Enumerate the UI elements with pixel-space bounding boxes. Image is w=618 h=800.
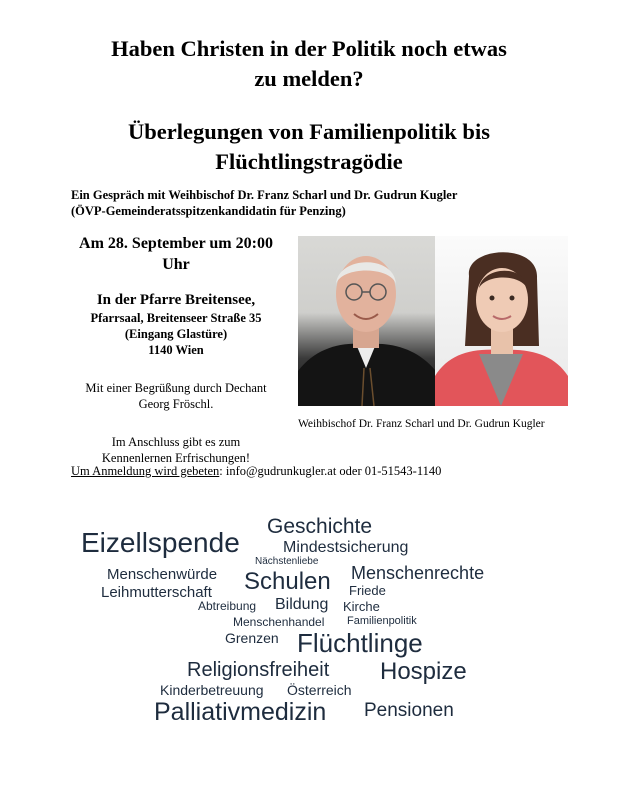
word-mindestsicherung: Mindestsicherung: [283, 539, 409, 556]
word-menschenwuerde: Menschenwürde: [107, 566, 218, 583]
subheadline-line-2: Flüchtlingstragödie: [215, 149, 403, 174]
headline-line-2: zu melden?: [254, 66, 364, 91]
word-menschenhandel: Menschenhandel: [233, 615, 325, 629]
event-details: [56, 233, 296, 466]
event-refreshments: [56, 434, 296, 466]
portrait-man-icon: [298, 236, 435, 406]
word-fluechtlinge: Flüchtlinge: [297, 628, 423, 658]
word-menschenrechte: Menschenrechte: [351, 563, 485, 583]
word-cloud: [0, 500, 618, 750]
word-eizellspende: Eizellspende: [81, 527, 240, 558]
event-refreshments-line-2: Kennenlernen Erfrischungen!: [101, 451, 251, 465]
event-address-line-3: 1140 Wien: [148, 343, 204, 357]
registration-note: [71, 463, 591, 479]
registration-label: Um Anmeldung wird gebeten: [71, 464, 220, 478]
conversation-line-2: (ÖVP-Gemeinderatsspitzenkandidatin für Penzing): [71, 204, 346, 218]
photo-bishop-scharl: [298, 236, 435, 406]
word-naechstenliebe: Nächstenliebe: [255, 556, 319, 567]
event-refreshments-line-1: Im Anschluss gibt es zum: [111, 435, 241, 449]
event-greeting-line-2: Georg Fröschl.: [138, 397, 214, 411]
headline-line-1: Haben Christen in der Politik noch etwas: [111, 36, 507, 61]
event-address-line-2: (Eingang Glastüre): [124, 327, 228, 341]
headline: [40, 34, 578, 94]
event-parish: In der Pfarre Breitensee,: [96, 292, 256, 308]
event-datetime-line-2: Uhr: [162, 256, 190, 273]
conversation-line-1: Ein Gespräch mit Weihbischof Dr. Franz Scharl und Dr. Gudrun Kugler: [71, 188, 458, 202]
word-kinderbetreuung: Kinderbetreuung: [160, 682, 264, 698]
word-kirche: Kirche: [343, 599, 380, 614]
word-familienpolitik: Familienpolitik: [347, 615, 417, 627]
event-datetime: [56, 233, 296, 275]
subheadline: [40, 117, 578, 177]
word-bildung: Bildung: [275, 596, 329, 613]
event-greeting: [56, 380, 296, 412]
word-hospize: Hospize: [380, 658, 467, 685]
word-schulen: Schulen: [244, 568, 331, 595]
word-oesterreich: Österreich: [287, 682, 352, 698]
word-leihmutterschaft: Leihmutterschaft: [101, 584, 212, 601]
word-grenzen: Grenzen: [225, 630, 279, 646]
event-greeting-line-1: Mit einer Begrüßung durch Dechant: [85, 381, 267, 395]
word-geschichte: Geschichte: [267, 515, 373, 538]
word-religionsfreiheit: Religionsfreiheit: [187, 659, 330, 681]
portrait-woman-icon: [435, 236, 568, 406]
photo-gudrun-kugler: [435, 236, 568, 406]
word-abtreibung: Abtreibung: [198, 599, 257, 613]
conversation-info: [71, 187, 591, 219]
photo-caption: Weihbischof Dr. Franz Scharl und Dr. Gudrun Kugler: [298, 418, 545, 430]
event-address-line-1: Pfarrsaal, Breitenseer Straße 35: [90, 311, 262, 325]
event-datetime-line-1: Am 28. September um 20:00: [79, 235, 273, 252]
word-pensionen: Pensionen: [364, 700, 454, 721]
subheadline-line-1: Überlegungen von Familienpolitik bis: [128, 119, 490, 144]
event-address: [56, 310, 296, 358]
word-palliativmedizin: Palliativmedizin: [154, 698, 327, 726]
registration-contact[interactable]: : info@gudrunkugler.at oder 01-51543-1140: [219, 464, 442, 478]
word-friede: Friede: [349, 583, 386, 598]
